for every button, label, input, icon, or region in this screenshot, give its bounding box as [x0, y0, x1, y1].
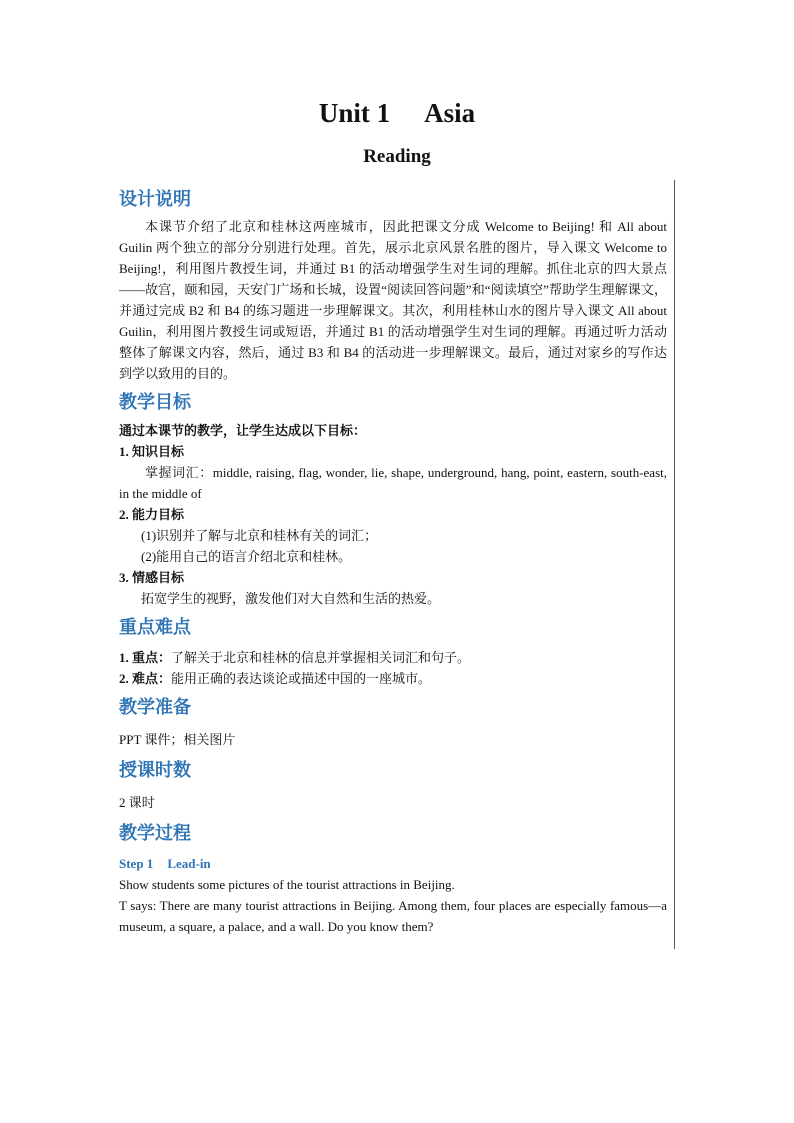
key-points-heading: 重点难点: [119, 617, 191, 638]
key-point-text: 了解关于北京和桂林的信息并掌握相关词汇和句子。: [171, 650, 471, 665]
objectives-intro: 通过本课节的教学，让学生达成以下目标：: [119, 423, 367, 438]
emotion-title: 3. 情感目标: [119, 570, 185, 585]
process-line-1: Show students some pictures of the tourist attractions in Beijing.: [119, 877, 455, 892]
emotion-text: 拓宽学生的视野，激发他们对大自然和生活的热爱。: [141, 591, 441, 606]
knowledge-text: 掌握词汇：middle, raising, flag, wonder, lie, shape, underground, hang, point, eastern, south-east, in the middle of: [119, 465, 667, 501]
step-label: Step 1: [119, 856, 154, 871]
difficult-point-text: 能用正确的表达谈论或描述中国的一座城市。: [171, 671, 432, 686]
lesson-plan-body: [119, 187, 667, 937]
document-title: [0, 98, 794, 129]
key-point-label: 1. 重点：: [119, 650, 172, 665]
preparation-heading: 教学准备: [119, 697, 191, 718]
difficult-point-line: [119, 668, 667, 689]
ability-title: 2. 能力目标: [119, 507, 185, 522]
process-line-2: T says: There are many tourist attractions in Beijing. Among them, four places are especially famous—a museum, a square, a palace, and a wall. Do you know them?: [119, 898, 667, 934]
design-heading: 设计说明: [119, 189, 191, 210]
hours-heading: 授课时数: [119, 760, 191, 781]
ability-item-1: (1)识别并了解与北京和桂林有关的词汇；: [141, 528, 378, 543]
key-point-line: [119, 647, 667, 668]
preparation-text: PPT 课件；相关图片: [119, 732, 236, 747]
ability-item-2: (2)能用自己的语言介绍北京和桂林。: [141, 549, 352, 564]
design-paragraph: 本课节介绍了北京和桂林这两座城市，因此把课文分成 Welcome to Beijing! 和 All about Guilin 两个独立的部分分别进行处理。首先，展示北京风景名胜的图片，导入课文 Welcome to Beijing!，利用图片教授生词，并通过 B1 的活动增强学生对生词的理解。抓住北京的四大景点——故宫，颐和园，天安门广场和长城，设置“阅读回答问题”和“阅读填空”帮助学生理解课文，并通过完成 B2 和 B4 的练习题进一步理解课文。其次，利用桂林山水的图片导入课文 All about Guilin，利用图片教授生词或短语，并通过 B1 的活动增强学生对生词的理解。再通过听力活动整体了解课文内容，然后，通过 B3 和 B4 的活动进一步理解课文。最后，通过对家乡的写作达到学以致用的目的。: [119, 219, 667, 381]
step-name: Lead-in: [167, 856, 211, 871]
difficult-point-label: 2. 难点：: [119, 671, 172, 686]
process-heading: 教学过程: [119, 823, 191, 844]
step-1-heading: [119, 853, 667, 874]
objectives-heading: 教学目标: [119, 392, 191, 413]
right-border-line: [674, 180, 675, 949]
document-subtitle: Reading: [363, 146, 431, 167]
unit-label: Unit 1: [318, 98, 391, 128]
hours-text: 2 课时: [119, 795, 155, 810]
unit-topic: Asia: [424, 98, 476, 128]
knowledge-title: 1. 知识目标: [119, 444, 185, 459]
